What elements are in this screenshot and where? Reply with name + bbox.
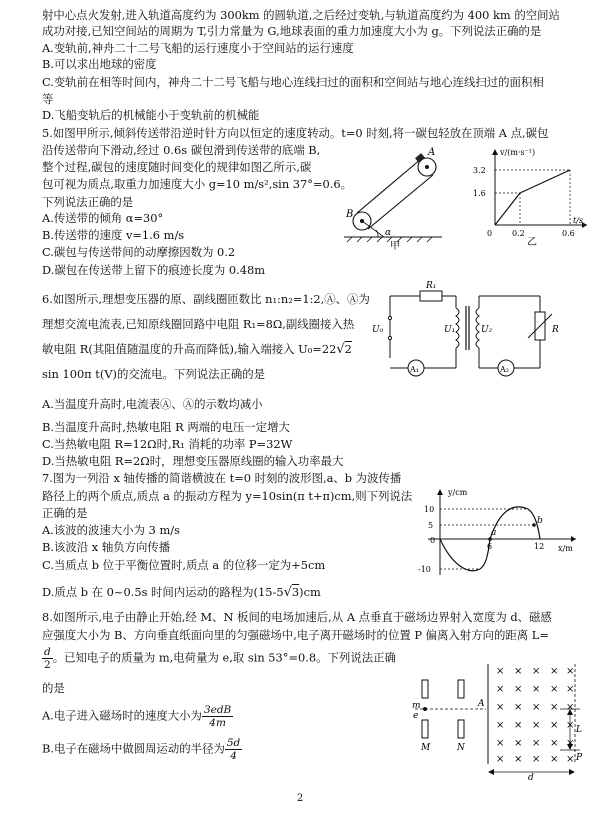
q7-stem-line3: 正确的是	[42, 506, 88, 520]
q5-option-b: B.传送带的速度 v=1.6 m/s	[42, 228, 185, 242]
q8-label-P: P	[576, 753, 583, 763]
q7-xtick-12: 12	[534, 542, 545, 551]
q8-cross-mark: ×	[496, 754, 505, 765]
q8-cross-mark: ×	[496, 684, 505, 695]
q5-stem-line2: 沿传送带向下滑动,经过 0.6s 碳包滑到传送带的底端 B,	[42, 143, 321, 157]
q8-cross-mark: ×	[550, 684, 559, 695]
q5-stem-line5: 下列说法正确的是	[42, 195, 134, 209]
q8-opt-b-den: 4	[230, 750, 237, 762]
q8-cross-mark: ×	[532, 684, 541, 695]
q5-caption-yi: 乙	[527, 237, 537, 248]
q6-label-R1: R₁	[426, 281, 437, 291]
q8-frac-L-num: d	[44, 646, 51, 658]
q7-option-c: C.当质点 b 位于平衡位置时,质点 a 的位移一定为+5cm	[42, 558, 326, 572]
q8-cross-mark: ×	[566, 684, 575, 695]
q4-stem-line1: 射中心点火发射,进入轨道高度约为 300km 的圆轨道,之后经过变轨,与轨道高度约为 400 km 的空间站	[42, 8, 560, 22]
q8-option-a-fraction	[202, 704, 233, 729]
q7-option-d-text: D.质点 b 在 0~0.5s 时间内运动的路程为(15-5	[42, 585, 284, 599]
q8-cross-mark: ×	[550, 702, 559, 713]
q8-cross-mark: ×	[566, 702, 575, 713]
q6-sqrt-value: 2	[344, 342, 352, 356]
q8-cross-mark: ×	[550, 666, 559, 677]
q5-yi-ytick-1.6: 1.6	[473, 189, 486, 198]
q7-stem-line2: 路径上的两个质点,质点 a 的振动方程为 y=10sin(π t+π)cm,则下列说法	[42, 489, 413, 503]
q5-yi-ytick-3.2: 3.2	[473, 166, 486, 175]
q8-label-e: e	[413, 711, 419, 721]
q5-option-a: A.传送带的倾角 α=30°	[42, 211, 164, 225]
q8-opt-a-den: 4m	[209, 717, 226, 729]
q7-xtick-6: 6	[487, 542, 493, 551]
q8-label-m: m	[412, 701, 421, 711]
q8-cross-mark: ×	[514, 684, 523, 695]
q8-label-A: A	[478, 699, 485, 709]
q8-opt-b-num: 5d	[226, 737, 241, 749]
q6-stem-line3: 敏电阻 R(其阻值随温度的升高而降低),输入端接入 U₀=22√2	[42, 342, 352, 357]
q8-cross-mark: ×	[514, 738, 523, 749]
q5-option-d: D.碳包在传送带上留下的痕迹长度为 0.48m	[42, 263, 265, 277]
q8-stem-line1: 8.如图所示,电子由静止开始,经 M、N 板间的电场加速后,从 A 点垂直于磁场边界射入宽度为 d、磁感	[42, 610, 552, 624]
q8-frac-L-den: 2	[44, 659, 51, 671]
q5-label-alpha: α	[385, 228, 392, 238]
q5-figure-jia	[342, 145, 452, 250]
q8-cross-mark: ×	[566, 754, 575, 765]
q6-label-U0: U₀	[372, 325, 384, 335]
q8-opt-a-num: 3edB	[203, 704, 232, 716]
q4-option-c-line1: C.变轨前在相等时间内，神舟二十二号飞船与地心连线扫过的面积和空间站与地心连线扫过的面积相	[42, 75, 544, 89]
q8-field-figure	[410, 660, 585, 783]
q8-label-M: M	[421, 743, 431, 753]
q8-cross-mark: ×	[514, 666, 523, 677]
q7-label-a: a	[491, 528, 497, 538]
q8-cross-mark: ×	[550, 720, 559, 731]
q4-stem-line2: 成功对接,已知空间站的周期为 T,引力常量为 G,地球表面的重力加速度大小为 g。下列说法正确的是	[42, 24, 542, 38]
q6-option-b: B.当温度升高时,热敏电阻 R 两端的电压一定增大	[42, 420, 290, 434]
q6-label-U2: U₂	[481, 325, 493, 335]
q6-circuit-figure	[370, 281, 570, 376]
q7-xlabel: x/m	[558, 544, 573, 553]
q8-cross-mark: ×	[550, 754, 559, 765]
q7-option-d: D.质点 b 在 0~0.5s 时间内运动的路程为(15-5√3)cm	[42, 585, 321, 600]
q7-ytick-10: 10	[424, 505, 435, 514]
q5-yi-xlabel: t/s	[573, 216, 584, 225]
q7-label-b: b	[537, 516, 543, 526]
q8-cross-mark: ×	[496, 666, 505, 677]
q8-option-b	[42, 737, 242, 762]
q7-option-d-tail: )cm	[299, 585, 321, 599]
q8-option-a	[42, 704, 233, 729]
q4-option-a: A.变轨前,神舟二十二号飞船的运行速度小于空间站的运行速度	[42, 41, 354, 55]
page-number: 2	[296, 793, 304, 804]
q7-wave-figure	[408, 485, 583, 580]
q6-label-R: R	[552, 325, 559, 335]
q8-option-a-text: A.电子进入磁场时的速度大小为	[42, 708, 202, 723]
q8-cross-mark: ×	[496, 720, 505, 731]
q7-origin: 0	[430, 536, 436, 545]
q8-cross-mark: ×	[496, 702, 505, 713]
q4-option-c-line2: 等	[42, 92, 54, 106]
q8-stem-line3	[42, 646, 396, 671]
q8-cross-mark: ×	[514, 720, 523, 731]
q8-stem-line3-text: 。已知电子的质量为 m,电荷量为 e,取 sin 53°=0.8。下列说法正确	[52, 650, 396, 665]
q8-option-b-fraction	[225, 737, 242, 762]
q8-label-L: L	[576, 725, 582, 735]
q6-option-c: C.当热敏电阻 R=12Ω时,R₁ 消耗的功率 P=32W	[42, 437, 293, 451]
q5-figure-yi	[465, 145, 593, 248]
q7-ylabel: y/cm	[448, 488, 468, 497]
q8-cross-mark: ×	[532, 666, 541, 677]
q8-cross-mark: ×	[496, 738, 505, 749]
q6-ammeter-A2: A₂	[500, 365, 509, 374]
q8-cross-mark: ×	[532, 738, 541, 749]
q8-cross-mark: ×	[532, 702, 541, 713]
q4-option-b: B.可以求出地球的密度	[42, 57, 157, 71]
q5-yi-origin: 0	[487, 229, 493, 238]
q8-label-d: d	[528, 773, 534, 783]
q7-ytick-neg10: -10	[418, 565, 431, 574]
q8-cross-mark: ×	[532, 720, 541, 731]
q7-stem-line1: 7.图为一列沿 x 轴传播的简谐横波在 t=0 时刻的波形图,a、b 为波传播	[42, 471, 402, 485]
q6-option-a: A.当温度升高时,电流表Ⓐ、Ⓐ的示数均减小	[42, 397, 263, 411]
q5-stem-line1: 5.如图甲所示,倾斜传送带沿逆时针方向以恒定的速度转动。t=0 时刻,将一碳包轻放在顶端 A 点,碳包	[42, 126, 549, 140]
q6-stem-line4: sin 100π t(V)的交流电。下列说法正确的是	[42, 367, 266, 381]
q5-yi-xtick-0.2: 0.2	[512, 229, 525, 238]
q6-stem-line2: 理想交流电流表,已知原线圈回路中电阻 R₁=8Ω,副线圈接入热	[42, 317, 355, 331]
q6-stem-line3-text: 敏电阻 R(其阻值随温度的升高而降低),输入端接入 U₀=22	[42, 342, 337, 356]
q5-label-A: A	[428, 147, 436, 158]
q4-option-d: D.飞船变轨后的机械能小于变轨前的机械能	[42, 108, 260, 122]
q5-stem-line4: 包可视为质点,取重力加速度大小 g=10 m/s²,sin 37°=0.6。	[42, 177, 353, 191]
q5-stem-line3: 整个过程,碳包的速度随时间变化的规律如图乙所示,碳	[42, 160, 312, 174]
q5-caption-jia: 甲	[390, 241, 400, 252]
q8-cross-mark: ×	[566, 720, 575, 731]
q8-cross-mark: ×	[566, 738, 575, 749]
q8-label-N: N	[457, 743, 465, 753]
q5-yi-xtick-0.6: 0.6	[562, 229, 575, 238]
q8-cross-mark: ×	[514, 754, 523, 765]
q8-cross-mark: ×	[550, 738, 559, 749]
q8-cross-mark: ×	[532, 754, 541, 765]
q7-option-a: A.该波的波速大小为 3 m/s	[42, 523, 180, 537]
q8-option-b-text: B.电子在磁场中做圆周运动的半径为	[42, 741, 225, 756]
q8-fraction-L	[42, 646, 53, 671]
q7-ytick-5: 5	[428, 521, 434, 530]
q5-option-c: C.碳包与传送带间的动摩擦因数为 0.2	[42, 245, 236, 259]
q6-stem-line1: 6.如图所示,理想变压器的原、副线圈匝数比 n₁:n₂=1:2,Ⓐ、Ⓐ为	[42, 292, 370, 306]
q6-ammeter-A1: A₁	[410, 365, 419, 374]
q8-cross-mark: ×	[514, 702, 523, 713]
q8-stem-line4: 的是	[42, 681, 65, 695]
q5-yi-ylabel: v/(m·s⁻¹)	[500, 148, 536, 157]
q8-cross-mark: ×	[566, 666, 575, 677]
q7-sqrt-value: 3	[291, 585, 300, 599]
q7-option-b: B.该波沿 x 轴负方向传播	[42, 540, 171, 554]
q6-option-d: D.当热敏电阻 R=2Ω时，理想变压器原线圈的输入功率最大	[42, 454, 344, 468]
q6-label-U1: U₁	[444, 325, 456, 335]
q5-label-B: B	[346, 209, 354, 220]
q8-stem-line2: 应强度大小为 B、方向垂直纸面向里的匀强磁场中,电子离开磁场时的位置 P 偏离入射方向的距离 L=	[42, 628, 549, 642]
